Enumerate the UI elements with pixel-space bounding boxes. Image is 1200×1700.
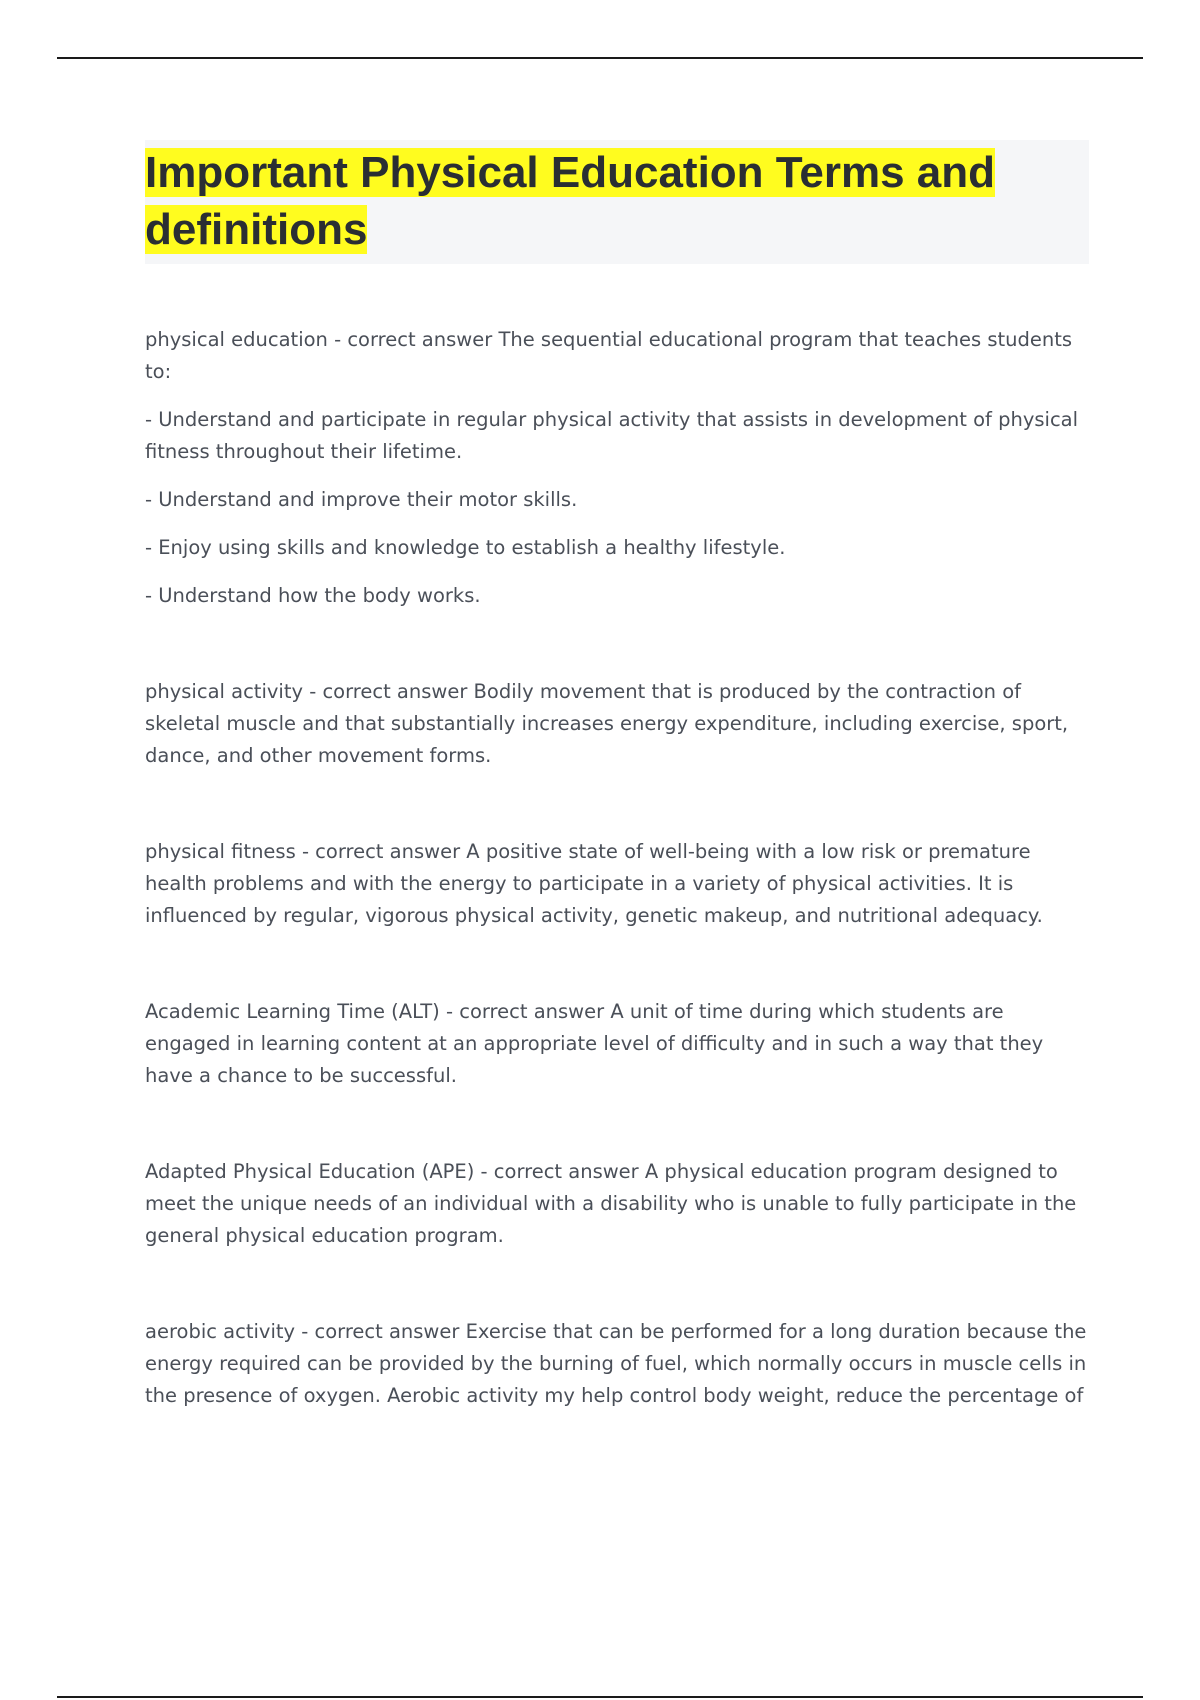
definition-list — [145, 324, 1089, 1412]
definition-bullet: - Understand and participate in regular physical activity that assists in development of physical fitness throughout their lifetime. — [145, 408, 1079, 463]
definition-paragraph: physical fitness - correct answer A positive state of well-being with a low risk or premature health problems and with the energy to participate in a variety of physical activities. It is influenced by regular, vigorous physical activity, genetic makeup, and nutritional adequacy. — [145, 840, 1043, 927]
definition-entry — [145, 676, 1089, 772]
definition-entry — [145, 996, 1089, 1092]
definition-paragraph: physical education - correct answer The sequential educational program that teaches students to: — [145, 328, 1073, 383]
definition-entry — [145, 1156, 1089, 1252]
definition-entry — [145, 324, 1089, 612]
definition-paragraph: aerobic activity - correct answer Exercise that can be performed for a long duration because the energy required can be provided by the burning of fuel, which normally occurs in muscle cells in the presence of oxygen. Aerobic activity my help control body weight, reduce the percentage of — [145, 1320, 1087, 1407]
footer-rule — [57, 1696, 1143, 1698]
definition-paragraph: Academic Learning Time (ALT) - correct answer A unit of time during which students are engaged in learning content at an appropriate level of difficulty and in such a way that they have a chance to be successful. — [145, 1000, 1044, 1087]
definition-entry — [145, 1316, 1089, 1412]
title-highlight: Important Physical Education Terms and definitions — [145, 148, 996, 254]
title-block — [145, 140, 1089, 264]
definition-bullet: - Enjoy using skills and knowledge to establish a healthy lifestyle. — [145, 536, 786, 559]
definition-bullet: - Understand how the body works. — [145, 584, 481, 607]
definition-bullet: - Understand and improve their motor skills. — [145, 488, 578, 511]
header-rule — [57, 57, 1143, 59]
definition-paragraph: physical activity - correct answer Bodily movement that is produced by the contraction of skeletal muscle and that substantially increases energy expenditure, including exercise, sport, dance, and other movement forms. — [145, 680, 1069, 767]
definition-paragraph: Adapted Physical Education (APE) - correct answer A physical education program designed to meet the unique needs of an individual with a disability who is unable to fully participate in the general physical education program. — [145, 1160, 1077, 1247]
definition-entry — [145, 836, 1089, 932]
page-title — [145, 144, 1089, 258]
document-body — [145, 140, 1089, 1476]
